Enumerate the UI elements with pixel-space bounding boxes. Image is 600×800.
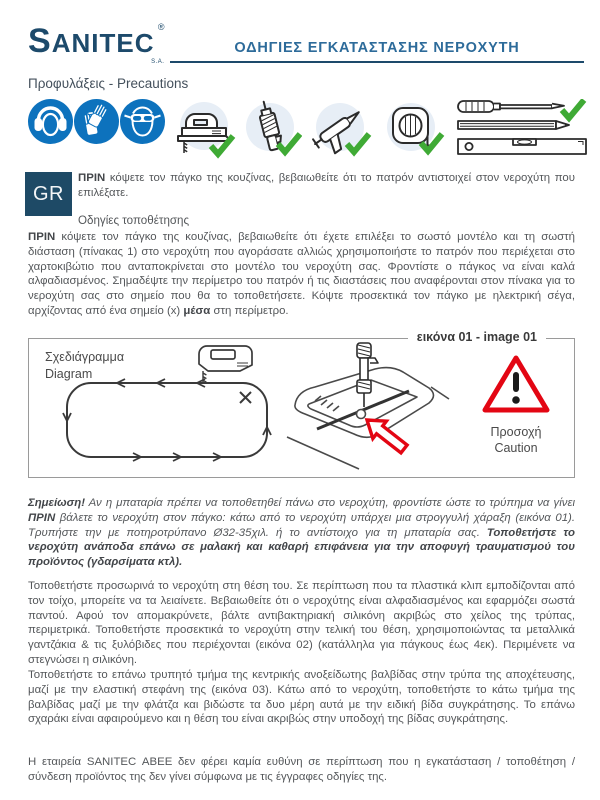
caution-block <box>457 353 575 457</box>
intro-bold: ΠΡΙΝ <box>78 172 106 184</box>
tape-measure-icon <box>380 99 446 161</box>
caulking-gun-icon <box>306 99 374 161</box>
ear-protection-icon <box>28 99 73 144</box>
intro-paragraph: ΠΡΙΝ κόψετε τον πάγκο της κουζίνας, βεβαιωθείτε ότι το πατρόν αντιστοιχεί στον νεροχύτη που επιλέξατε. <box>78 172 575 199</box>
screwdriver-pencil-level-icons <box>456 99 596 161</box>
header-divider <box>170 61 584 63</box>
sink-drilling-illustration <box>281 341 453 475</box>
install-heading: Οδηγίες τοποθέτησης <box>78 214 190 227</box>
protective-gloves-icon <box>74 99 119 144</box>
brand-name: SANITEC <box>28 22 155 60</box>
install-paragraph-1: ΠΡΙΝ κόψετε τον πάγκο της κουζίνας, βεβαιωθείτε ότι έχετε επιλέξει το σωστό μοντέλο και τη σωστή διάσταση (πίνακας 1) στο νεροχύτη που αγοράσατε αλλιώς χρησιμοποιήστε το πατρόν που περιέχεται στο χαρτοκιβώτιο που ανταποκρίνεται στο μοντέλο του νεροχύτη σας. Φροντίστε ο πάγκος να είναι καλά αλφαδιασμένος. Σημαδέψτε την περίμετρο του πατρόν ή τις διαστάσεις που αναφέρονται στον πίνακα για το νεροχύτη σας στο σημείο που θα το τοποθετήσετε. Κόψτε προσεκτικά τον πάγκο με ηλεκτρική σέγα, αρχίζοντας από ένα σημείο (x) μέσα στη περίμετρο. <box>28 231 575 317</box>
page-title: ΟΔΗΓΙΕΣ ΕΓΚΑΤΑΣΤΑΣΗΣ ΝΕΡΟΧΥΤΗ <box>234 40 520 56</box>
caution-label: Προσοχή Caution <box>490 425 542 456</box>
precautions-heading: Προφυλάξεις - Precautions <box>28 76 189 91</box>
language-badge: GR <box>25 172 72 216</box>
figure-label: εικόνα 01 - image 01 <box>408 330 546 344</box>
install-paragraph-2: Τοποθετήστε προσωρινά το νεροχύτη στη θέση του. Σε περίπτωση που τα πλαστικά κλιπ εμποδίζονται από τον τοίχο, μπορείτε να τα λειαίνετε. Βεβαιωθείτε ότι ο νεροχύτης είναι αλφαδιασμένος και εφαρμόζει σωστά παντού. Αφού τον απομακρύνετε, βάλτε αντιβακτηριακή σιλικόνη ακριβώς στο χείλος της τρύπας, περιμετρικά. Τοποθετήστε προσεκτικά το νεροχύτη στην τελική του θέση, χρησιμοποιώντας τα μεταλλικά γαντζάκια & τις ξυλόβιδες που περιέχονται (εικόνα 02) (κατάλληλα για πάγκους έως 4εκ). Περιμένετε να στεγνώσει η σιλικόνη. <box>28 580 575 666</box>
brand-sa-suffix: S.A. <box>151 59 165 65</box>
warning-triangle-icon <box>479 353 553 415</box>
face-shield-icon <box>120 99 165 144</box>
jigsaw-icon <box>168 99 236 161</box>
diagram-caption: Σχεδιάγραμμα Diagram <box>45 350 125 381</box>
precaution-icons-row <box>28 99 596 161</box>
install-paragraph-3: Τοποθετήστε το επάνω τρυπητό τμήμα της κεντρικής ανοξείδωτης βαλβίδας στην τρύπα της αποχέτευσης, μαζί με την ελαστική στεφάνη της (εικόνα 03). Κάτω από το νεροχύτη, τοποθετήστε το κάτω τμήμα της βαλβίδας μαζί με την φλάτζα και βιδώστε τα δυο μέρη αυτά με την ειδική βίδα συγκράτησης. Το επάνω σχαράκι είναι αφαιρούμενο και η θέση του είναι ακριβώς στην υποδοχή της βίδας συγκράτησης. <box>28 669 575 726</box>
sanitec-logo <box>28 22 165 65</box>
disclaimer-paragraph: Η εταιρεία SANITEC ΑΒΕΕ δεν φέρει καμία ευθύνη σε περίπτωση που η εγκατάσταση / τοποθέτηση / σύνδεση προϊόντος της δεν γίνει σύμφωνα με τις έγγραφες οδηγίες της. <box>28 756 575 783</box>
figure-image-01 <box>28 330 575 478</box>
cutting-diagram <box>39 341 289 475</box>
drill-icon <box>240 99 302 161</box>
registered-trademark-icon: ® <box>157 22 165 32</box>
note-paragraph: Σημείωση! Αν η μπαταρία πρέπει να τοποθετηθεί πάνω στο νεροχύτη, φροντίστε ώστε το τρύπημα να γίνει ΠΡΙΝ βάλετε το νεροχύτη στον πάγκο: κάτω από το νεροχύτη υπάρχει μια στρογγυλή χάραξη (εικόνα 01). Τρυπήστε την με ποτηροτρύπανο Ø32-35χιλ. ή το αντίστοιχο για τη μπαταρία σας. Τοποθετήστε το νεροχύτη ανάποδα επάνω σε μαλακή και καθαρή επιφάνεια για την αποφυγή τραυματισμού του προϊόντος (γδαρσίματα κτλ). <box>28 497 575 569</box>
